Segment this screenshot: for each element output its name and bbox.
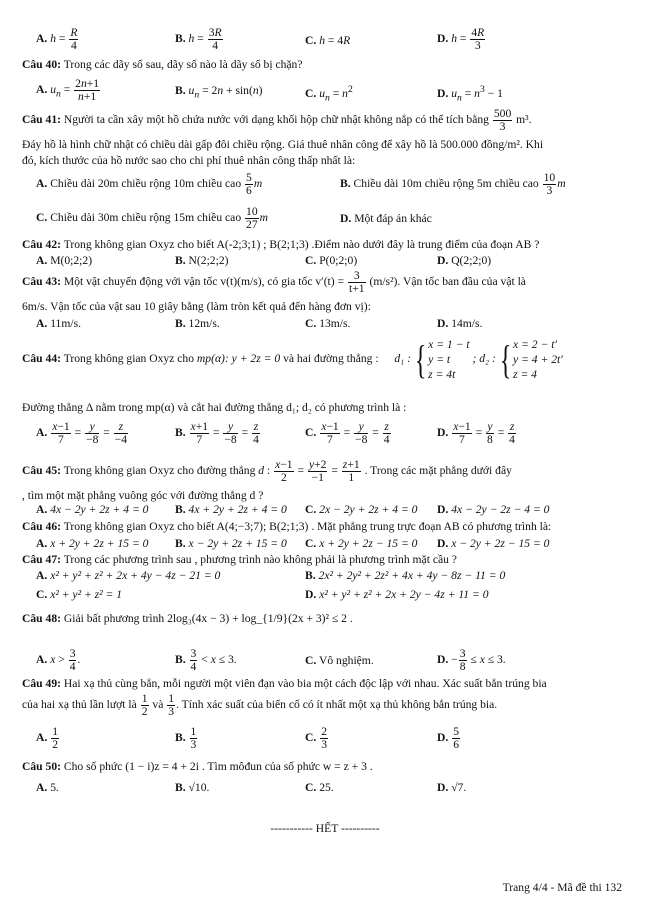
q40-option-d: D. $u_n = n^3 - 1$	[437, 84, 503, 104]
q47-option-d: D. x² + y² + z² + 2x + 2y − 4z + 11 = 0	[305, 588, 489, 601]
q48-option-b: B. $\frac{3}{4}$ < x ≤ 3.	[175, 647, 237, 673]
q42-option-c: C. P(0;2;0)	[305, 254, 358, 267]
q45-option-b: B. 4x + 2y + 2z + 4 = 0	[175, 503, 287, 516]
question-42: Câu 42: Trong không gian Oxyz cho biết A(-2;3;1) ; B(2;1;3) .Điểm nào dưới đây là trung điểm của đoạn AB ?	[22, 238, 540, 251]
q48-option-a: A. x > $\frac{3}{4}$ .	[36, 647, 81, 673]
q40-option-c: C. $u_n = n^2$	[305, 84, 353, 104]
q49-option-d: D. $\frac{5}{6}$	[437, 725, 459, 751]
q48-option-d: D. − $\frac{3}{8}$ ≤ x ≤ 3.	[437, 647, 506, 673]
q44-option-d: D. $\frac{x-1}{7}$ = $\frac{y}{8}$ = $\frac{z}{4}$	[437, 420, 515, 446]
q49-option-c: C. $\frac{2}{3}$	[305, 725, 327, 751]
q40-option-b: B. $u_n = 2n + \sin(n)$	[175, 84, 263, 101]
q49-option-b: B. $\frac{1}{3}$	[175, 725, 197, 751]
q40-option-a: A. $u_n$ = $\frac{2n+1}{n+1}$	[36, 77, 100, 103]
question-40: Câu 40: Trong các dãy số sau, dãy số nào là dãy số bị chặn?	[22, 58, 303, 71]
q49-option-a: A. $\frac{1}{2}$	[36, 725, 58, 751]
question-49: Câu 49: Hai xạ thủ cùng bắn, mỗi người một viên đạn vào bia một cách độc lập với nhau. Xác suất bắn trúng bia	[22, 677, 547, 690]
q43-option-d: D. 14m/s.	[437, 317, 483, 330]
brace-icon: {	[499, 336, 512, 382]
q43-option-c: C. 13m/s.	[305, 317, 351, 330]
brace-icon: {	[414, 336, 427, 382]
q44-option-a: A. $\frac{x-1}{7}$ = $\frac{y}{-8}$ = $\frac{z}{-4}$	[36, 420, 128, 446]
q39-option-a: A. h = $\frac{R}{4}$	[36, 26, 78, 52]
question-44-line2: Đường thẳng Δ nằm trong mp(α) và cắt hai đường thẳng d₁; d₂ có phương trình là :	[22, 401, 407, 414]
q45-option-a: A. 4x − 2y + 2z + 4 = 0	[36, 503, 149, 516]
question-48: Câu 48: Giải bất phương trình 2log₃(4x − 3) + log_{1/9}(2x + 3)² ≤ 2 .	[22, 612, 353, 625]
q43-option-a: A. 11m/s.	[36, 317, 82, 330]
question-47: Câu 47: Trong các phương trình sau , phương trình nào không phải là phương trình mặt cầu ?	[22, 553, 457, 566]
q46-option-b: B. x − 2y + 2z + 15 = 0	[175, 537, 287, 550]
question-43-line2: 6m/s. Vận tốc của vật sau 10 giây bằng (làm tròn kết quả đến hàng đơn vị):	[22, 300, 371, 313]
question-50: Câu 50: Cho số phức (1 − i)z = 4 + 2i . Tìm môđun của số phức w = z + 3 .	[22, 760, 373, 773]
q45-option-d: D. 4x − 2y − 2z − 4 = 0	[437, 503, 550, 516]
q39-option-b: B. h = $\frac{3R}{4}$	[175, 26, 222, 52]
q50-option-b: B. √10.	[175, 781, 210, 794]
question-46: Câu 46: Trong không gian Oxyz cho biết A(4;−3;7); B(2;1;3) . Mặt phẳng trung trực đoạn AB có phương trình là:	[22, 520, 552, 533]
q50-option-d: D. √7.	[437, 781, 467, 794]
question-43: Câu 43: Một vật chuyển động với vận tốc v(t)(m/s), có gia tốc v′(t) = $\frac{3}{t+1}$ (m/s²). Vận tốc ban đầu của vật là	[22, 269, 526, 295]
q46-option-d: D. x − 2y + 2z − 15 = 0	[437, 537, 550, 550]
q41-option-b: B. Chiều dài 10m chiều rộng 5m chiều cao $\frac{10}{3}$ m	[340, 171, 566, 197]
q46-option-c: C. x + 2y + 2z − 15 = 0	[305, 537, 418, 550]
question-45-line2: , tìm một mặt phẳng vuông góc với đường thẳng d ?	[22, 489, 264, 502]
q39-option-c: C. h = 4R	[305, 34, 351, 47]
question-45: Câu 45: Trong không gian Oxyz cho đường thẳng d : $\frac{x-1}{2}$ = $\frac{y+2}{-1}$ = $\frac{z+1}{1}$ . Trong các mặt phẳng dưới đây	[22, 458, 512, 484]
q47-option-a: A. x² + y² + z² + 2x + 4y − 4z − 21 = 0	[36, 569, 221, 582]
q50-option-a: A. 5.	[36, 781, 59, 794]
question-41-line2: Đáy hồ là hình chữ nhật có chiều dài gấp đôi chiều rộng. Giá thuê nhân công để xây hồ là 500.000 đồng/m². Khi	[22, 138, 544, 151]
q48-option-c: C. Vô nghiệm.	[305, 654, 374, 667]
q41-option-d: D. Một đáp án khác	[340, 212, 432, 225]
q45-option-c: C. 2x − 2y + 2z + 4 = 0	[305, 503, 418, 516]
q42-option-d: D. Q(2;2;0)	[437, 254, 492, 267]
end-marker: ----------- HẾT ----------	[270, 822, 380, 835]
question-44: Câu 44: Trong không gian Oxyz cho mp(α): y + 2z = 0 và hai đường thẳng : d₁ :{ x = 1 − t y = t z = 4t ; d₂ :{ x = 2 − t′ y = 4 + 2t′ z = 4	[22, 336, 563, 382]
q42-option-b: B. N(2;2;2)	[175, 254, 229, 267]
q39-option-d: D. h = $\frac{4R}{3}$	[437, 26, 485, 52]
q43-option-b: B. 12m/s.	[175, 317, 220, 330]
q44-option-c: C. $\frac{x-1}{7}$ = $\frac{y}{-8}$ = $\frac{z}{4}$	[305, 420, 390, 446]
page-footer: Trang 4/4 - Mã đề thi 132	[502, 881, 622, 894]
q42-option-a: A. M(0;2;2)	[36, 254, 93, 267]
q46-option-a: A. x + 2y + 2z + 15 = 0	[36, 537, 149, 550]
q44-option-b: B. $\frac{x+1}{7}$ = $\frac{y}{-8}$ = $\frac{z}{4}$	[175, 420, 259, 446]
question-41: Câu 41: Người ta cần xây một hồ chứa nước với dạng khối hộp chữ nhật không nắp có thể tích bằng $\frac{500}{3}$ m³.	[22, 107, 532, 133]
q41-option-a: A. Chiều dài 20m chiều rộng 10m chiều cao $\frac{5}{6}$ m	[36, 171, 263, 197]
q50-option-c: C. 25.	[305, 781, 334, 794]
q41-option-c: C. Chiều dài 30m chiều rộng 15m chiều cao $\frac{10}{27}$ m	[36, 205, 268, 231]
question-41-line3: đó, kích thước của hồ nước sao cho chi phí thuê nhân công thấp nhất là:	[22, 154, 356, 167]
q47-option-b: B. 2x² + 2y² + 2z² + 4x + 4y − 8z − 11 = 0	[305, 569, 506, 582]
question-49-line2: của hai xạ thủ lần lượt là $\frac{1}{2}$ và $\frac{1}{3}$ . Tính xác suất của biến cố có ít nhất một xạ thủ không bắn trúng bia.	[22, 692, 498, 718]
q47-option-c: C. x² + y² + z² = 1	[36, 588, 123, 601]
